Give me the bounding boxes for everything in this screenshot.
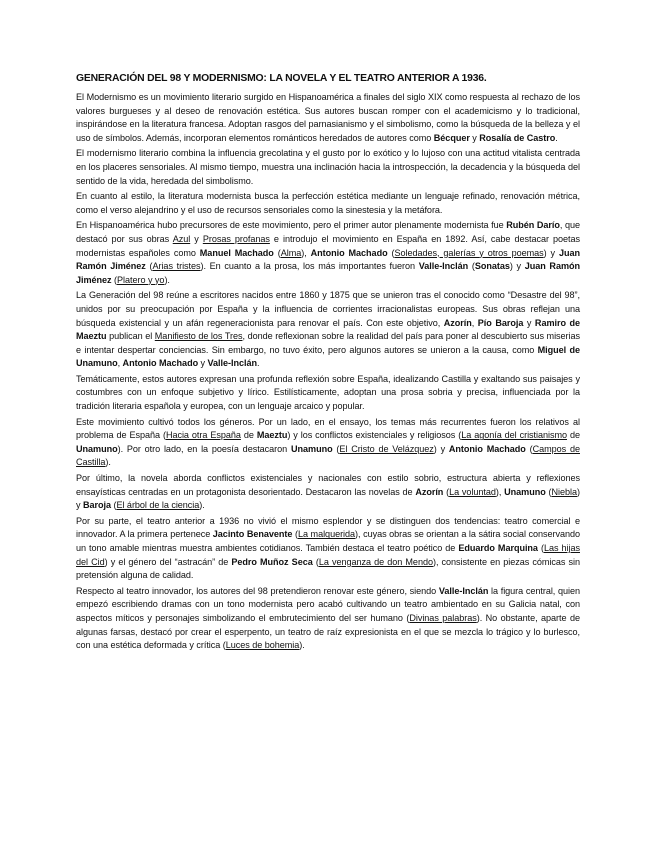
text-run: (: [292, 529, 298, 540]
text-run: Por último, la novela aborda conflictos existenciales y nacionales con estilo sobrio, estructura abierta y reflexiones ensayísticas centradas en un protagonista desorientado. Destacaron las novelas de: [76, 473, 580, 497]
text-run: (: [145, 261, 153, 272]
bold-text: Sonatas: [474, 261, 510, 272]
text-run: (: [525, 443, 533, 454]
text-run: ).: [105, 457, 111, 468]
text-run: (: [312, 556, 319, 567]
text-run: ). Por otro lado, en la poesía destacaron: [117, 443, 291, 454]
underlined-title: Niebla: [551, 486, 577, 497]
text-run: ).: [299, 640, 305, 651]
text-run: (: [545, 486, 552, 497]
paragraph: [76, 147, 580, 188]
text-run: ),: [495, 486, 505, 497]
text-run: En Hispanoamérica hubo precursores de este movimiento, pero el primer autor plenamente modernista fue: [76, 220, 507, 231]
text-run: (: [387, 247, 395, 258]
underlined-title: Soledades, galerías y otros poemas: [394, 247, 544, 258]
bold-text: Valle-Inclán: [418, 261, 469, 272]
text-run: de: [567, 430, 580, 441]
underlined-title: El Cristo de Velázquez: [339, 443, 434, 454]
bold-text: Unamuno: [291, 443, 333, 454]
underlined-title: Manifiesto de los Tres: [154, 331, 243, 342]
text-run: .: [256, 358, 260, 369]
bold-text: Antonio Machado: [310, 247, 388, 258]
bold-text: Antonio Machado: [122, 358, 199, 369]
underlined-title: Prosas profanas: [202, 233, 270, 244]
text-run: , donde reflexionan sobre la realidad del país para poner al descubierto sus miserias e intentar despertar conciencias. Sin embargo, no tuvo éxito, pero algunos autores se unieron a la causa, como: [76, 331, 580, 355]
underlined-title: Arias tristes: [152, 261, 201, 272]
bold-text: Pío Baroja: [477, 317, 524, 328]
underlined-title: Divinas palabras: [409, 612, 477, 623]
text-run: ).: [164, 274, 170, 285]
paragraph: [76, 373, 580, 414]
text-run: Respecto al teatro innovador, los autores del 98 pretendieron renovar este género, siendo: [76, 585, 439, 596]
bold-text: Pedro Muñoz Seca: [231, 556, 313, 567]
text-run: y: [469, 132, 480, 143]
text-run: ) y los conflictos existenciales y religiosos (: [287, 430, 462, 441]
underlined-title: La malquerida: [297, 529, 356, 540]
document-page: [76, 72, 580, 655]
text-run: y: [523, 317, 535, 328]
text-run: ,: [471, 317, 478, 328]
bold-text: Valle-Inclán: [438, 585, 489, 596]
bold-text: Azorín: [443, 317, 472, 328]
paragraph: [76, 416, 580, 470]
underlined-title: La agonía del cristianismo: [461, 430, 568, 441]
text-run: ), consistente en piezas cómicas sin pretensión alguna de calidad.: [76, 556, 580, 581]
underlined-title: El árbol de la ciencia: [116, 500, 200, 511]
text-run: El modernismo literario combina la influencia grecolatina y el gusto por lo exótico y lo lujoso con una actitud vitalista centrada en los placeres sensoriales. Al mismo tiempo, muestra una inclinación hacia la introspección, la decadencia y la búsqueda del sentido de la vida, heredada del simbolismo.: [76, 148, 580, 186]
text-run: (: [332, 443, 340, 454]
paragraph: [76, 190, 580, 217]
text-run: ),: [301, 247, 311, 258]
underlined-title: Luces de bohemia: [225, 640, 300, 651]
text-run: la figura central, quien empezó escribiendo dramas con un tono modernista pero acabó cultivando un teatro ambientado en su Galicia natal, con aspectos míticos y personajes simbolizando el embrutecimiento del ser humano (: [76, 585, 580, 623]
paragraph: [76, 219, 580, 287]
bold-text: Ramiro de Maeztu: [76, 317, 581, 342]
text-run: ) y: [433, 443, 449, 454]
bold-text: Azorín: [415, 486, 444, 497]
document-body: [76, 91, 580, 653]
underlined-title: Hacia otra España: [165, 430, 241, 441]
bold-text: Rubén Darío: [506, 220, 560, 231]
bold-text: Rosalía de Castro: [479, 132, 556, 143]
text-run: Por su parte, el teatro anterior a 1936 no vivió el mismo esplendor y se distinguen dos tendencias: teatro comercial e innovador. A la primera pertenece: [76, 515, 580, 540]
text-run: En cuanto al estilo, la literatura modernista busca la perfección estética mediante un lenguaje refinado, renovación métrica, como el verso alejandrino y el uso de recursos sensoriales como la sinestesia y la metáfora.: [76, 191, 580, 215]
bold-text: Jacinto Benavente: [212, 529, 293, 540]
bold-text: Unamuno: [504, 486, 546, 497]
paragraph: [76, 515, 580, 583]
text-run: .: [555, 132, 558, 143]
underlined-title: La voluntad: [449, 486, 496, 497]
text-run: (: [443, 486, 450, 497]
text-run: (: [468, 261, 475, 272]
text-run: e introdujo el movimiento en España en 1892. Así, cabe destacar poetas modernistas españoles como: [76, 233, 580, 258]
text-run: El Modernismo es un movimiento literario surgido en Hispanoamérica a finales del siglo XIX como respuesta al rechazo de los valores burgueses y al deseo de renovación estética. Sus autores buscan romper con el academicismo y lo tradicional, inspirándose en la literatura francesa. Adoptan rasgos del parnasianismo y el simbolismo, como la búsqueda de la belleza y el uso de símbolos. Además, incorporan elementos románticos heredados de autores como: [76, 92, 580, 143]
text-run: (: [111, 500, 117, 511]
underlined-title: La venganza de don Mendo: [318, 556, 433, 567]
document-title: GENERACIÓN DEL 98 Y MODERNISMO: LA NOVELA Y EL TEATRO ANTERIOR A 1936.: [76, 73, 487, 84]
text-run: ). En cuanto a la prosa, los más importantes fueron: [200, 261, 419, 272]
underlined-title: Alma: [280, 247, 302, 258]
underlined-title: Platero y yo: [117, 274, 165, 285]
text-run: ,: [117, 358, 123, 369]
text-run: ).: [199, 500, 205, 511]
text-run: ) y: [76, 486, 580, 511]
bold-text: Valle-Inclán: [207, 358, 257, 369]
text-run: Temáticamente, estos autores expresan una profunda reflexión sobre España, idealizando Castilla y exaltando sus paisajes y costumbres con un enfoque subjetivo y lírico. Estilísticamente, adoptan una prosa sobria y precisa, influenciada por la tradición literaria española y europea, con un lenguaje arcaico y popular.: [76, 373, 580, 412]
bold-text: Eduardo Marquina: [458, 543, 538, 553]
bold-text: Manuel Machado: [199, 247, 274, 258]
bold-text: Maeztu: [256, 430, 288, 441]
text-run: (: [111, 274, 118, 285]
underlined-title: Campos de Castilla: [76, 443, 580, 468]
bold-text: Miguel de Unamuno: [76, 344, 581, 369]
bold-text: Bécquer: [433, 132, 470, 143]
text-run: de: [240, 430, 257, 441]
bold-text: Antonio Machado: [448, 443, 526, 454]
text-run: (: [273, 247, 281, 258]
bold-text: Unamuno: [76, 443, 118, 454]
text-run: y: [198, 358, 208, 369]
bold-text: Juan Ramón Jiménez: [76, 261, 580, 285]
text-run: publican el: [106, 331, 155, 342]
paragraph: [76, 585, 580, 653]
underlined-title: Las hijas del Cid: [76, 543, 580, 567]
text-run: ) y: [543, 247, 559, 258]
text-run: ) y el género del “astracán” de: [104, 556, 232, 567]
text-run: ). No obstante, aparte de algunas farsas, destacó por crear el esperpento, un teatro de raíz expresionista en el que se mezcla lo trágico y lo burlesco, con una estética deformada y crítica (: [76, 612, 580, 651]
paragraph: [76, 289, 580, 371]
text-run: y: [190, 233, 203, 244]
text-run: ) y: [509, 261, 525, 272]
paragraph: [76, 472, 580, 513]
bold-text: Baroja: [82, 500, 111, 511]
bold-text: Juan Ramón Jiménez: [76, 247, 580, 272]
text-run: , que destacó por sus obras: [76, 220, 580, 244]
text-run: La Generación del 98 reúne a escritores nacidos entre 1860 y 1875 que se unieron tras el conocido como “Desastre del 98”, unidos por su preocupación por España y la influencia de corrientes irracionalistas europeas. Sus obras reflejan una búsqueda existencial y un afán regeneracionista para renovar el país. Con este objetivo,: [76, 290, 580, 328]
text-run: (: [537, 543, 544, 553]
paragraph: [76, 91, 580, 145]
text-run: ), cuyas obras se orientan a la sátira social conservando un tono amable mientras muestra ambientes cotidianos. También destaca el teatro poético de: [76, 529, 581, 553]
underlined-title: Azul: [172, 233, 191, 244]
text-run: Este movimiento cultivó todos los géneros. Por un lado, en el ensayo, los temas más recurrentes fueron los relativos al problema de España (: [76, 416, 580, 441]
